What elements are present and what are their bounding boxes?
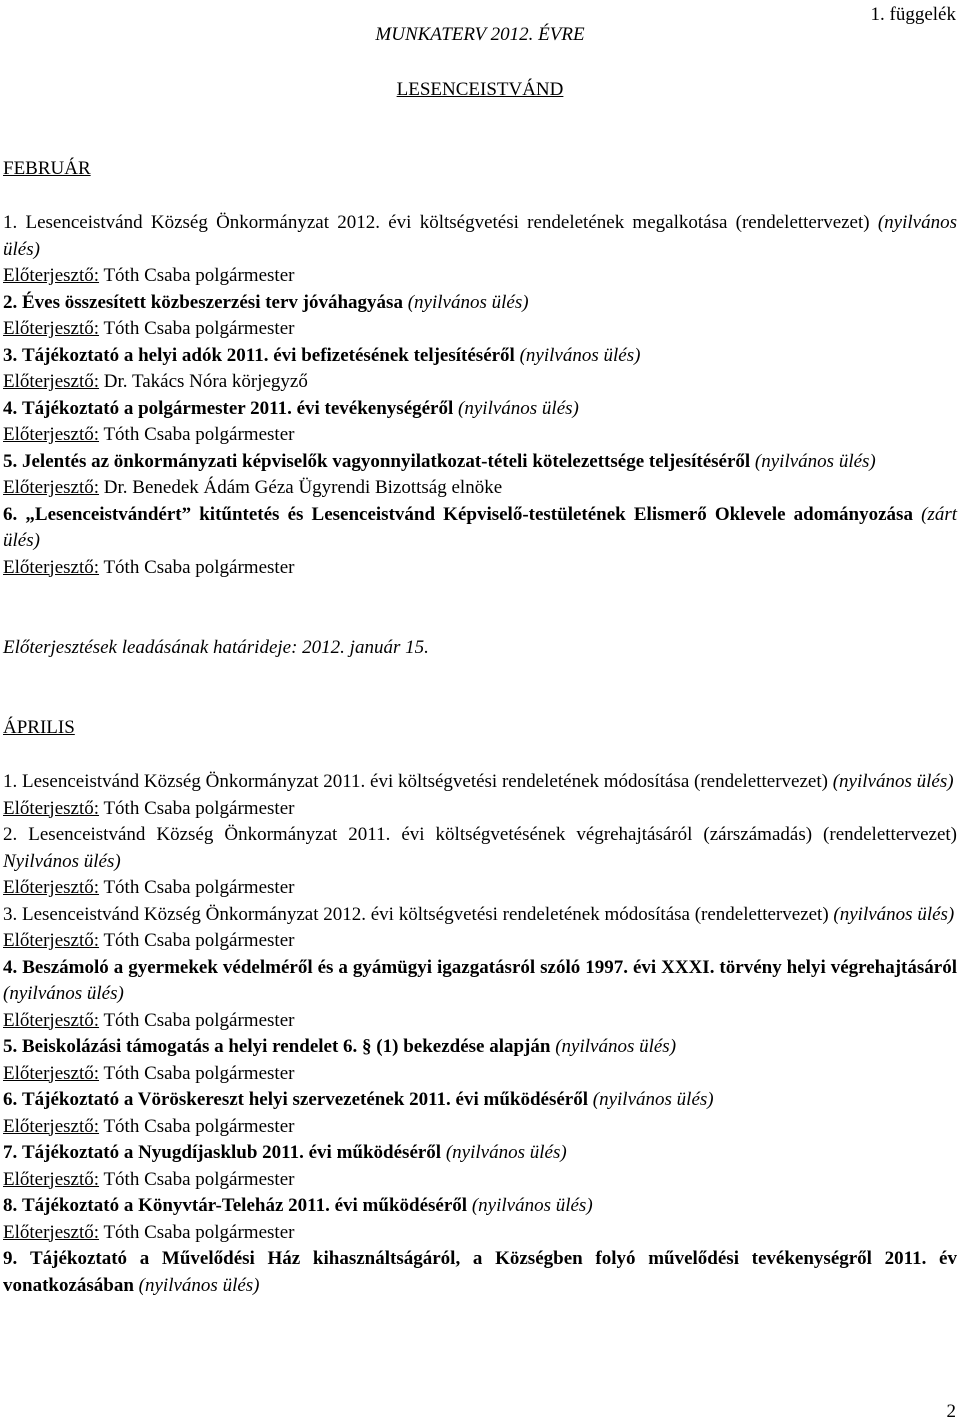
presenter-name: Tóth Csaba polgármester [103, 1062, 295, 1084]
presenter-line [3, 928, 957, 955]
agenda-item [3, 449, 957, 502]
presenter-label: Előterjesztő: [3, 930, 100, 951]
agenda-item-title: „Lesenceistvándért” kitűntetés és Lesenceistvánd Képviselő-testületének Elismerő Oklevele adományozása [25, 503, 913, 525]
agenda-item-number: 2. [3, 824, 18, 845]
presenter-label: Előterjesztő: [3, 797, 100, 819]
agenda-item-title-line [3, 1193, 957, 1220]
presenter-name: Dr. Takács Nóra körjegyző [103, 371, 308, 392]
presenter-label: Előterjesztő: [3, 1221, 100, 1243]
agenda-item [3, 769, 957, 822]
agenda-item-number: 1. [3, 771, 18, 792]
february-agenda [3, 210, 957, 581]
presenter-line [3, 316, 957, 343]
agenda-item-title: Tájékoztató a Művelődési Ház kihasználtságáról, a Községben folyó művelődési tevékenységről 2011. év vonatkozásában [3, 1248, 957, 1296]
presenter-label: Előterjesztő: [3, 477, 100, 498]
presenter-line [3, 422, 957, 449]
presenter-label: Előterjesztő: [3, 1168, 100, 1190]
presenter-label: Előterjesztő: [3, 424, 100, 445]
agenda-item-title: Tájékoztató a polgármester 2011. évi tevékenységéről [22, 397, 454, 419]
meeting-type: (nyilvános ülés) [458, 397, 579, 419]
municipality-name: LESENCEISTVÁND [396, 79, 564, 100]
agenda-item [3, 822, 957, 902]
page-number: 2 [946, 1401, 956, 1422]
agenda-item-title-line [3, 449, 957, 476]
agenda-item [3, 343, 957, 396]
agenda-item-number: 7. [3, 1142, 18, 1163]
meeting-type: (nyilvános ülés) [471, 1195, 593, 1216]
presenter-label: Előterjesztő: [3, 556, 100, 578]
meeting-type: (nyilvános ülés) [3, 212, 958, 260]
presenter-line [3, 475, 957, 502]
agenda-item-number: 1. [3, 212, 18, 233]
presenter-name: Tóth Csaba polgármester [103, 556, 295, 578]
agenda-item [3, 1087, 957, 1140]
agenda-item-number: 6. [3, 1089, 18, 1110]
presenter-name: Tóth Csaba polgármester [103, 1168, 295, 1190]
agenda-item-title-line [3, 769, 957, 796]
presenter-line [3, 1008, 957, 1035]
presenter-line [3, 1167, 957, 1194]
presenter-name: Tóth Csaba polgármester [103, 1115, 295, 1137]
agenda-item-title-line [3, 822, 957, 875]
presenter-label: Előterjesztő: [3, 1009, 100, 1031]
presenter-label: Előterjesztő: [3, 318, 100, 339]
meeting-type: (nyilvános ülés) [592, 1089, 714, 1110]
meeting-type: (nyilvános ülés) [407, 291, 529, 313]
agenda-item-title-line [3, 1087, 957, 1114]
presenter-label: Előterjesztő: [3, 877, 100, 898]
agenda-item-title: Tájékoztató a Könyvtár-Teleház 2011. évi működéséről [22, 1195, 468, 1216]
agenda-item-number: 5. [3, 450, 18, 472]
meeting-type: (nyilvános ülés) [555, 1036, 677, 1057]
agenda-item-title-line [3, 502, 957, 555]
agenda-item-title-line [3, 396, 957, 423]
meeting-type: (nyilvános ülés) [519, 344, 641, 366]
agenda-item-number: 2. [3, 291, 18, 313]
meeting-type: (nyilvános ülés) [833, 903, 955, 925]
agenda-item-title-line [3, 1034, 957, 1061]
agenda-item [3, 955, 957, 1035]
agenda-item [3, 1246, 957, 1299]
agenda-item-title: Beiskolázási támogatás a helyi rendelet 6. § (1) bekezdése alapján [22, 1036, 551, 1057]
presenter-line [3, 369, 957, 396]
agenda-item [3, 902, 957, 955]
section-heading-february: FEBRUÁR [3, 158, 91, 179]
agenda-item [3, 1034, 957, 1087]
presenter-name: Tóth Csaba polgármester [103, 930, 295, 951]
presenter-label: Előterjesztő: [3, 1062, 100, 1084]
agenda-item-title: Tájékoztató a helyi adók 2011. évi befizetésének teljesítéséről [22, 344, 515, 366]
presenter-name: Tóth Csaba polgármester [103, 797, 295, 819]
agenda-item-number: 6. [3, 503, 18, 525]
presenter-label: Előterjesztő: [3, 371, 100, 392]
agenda-item [3, 396, 957, 449]
meeting-type: (nyilvános ülés) [445, 1142, 567, 1163]
agenda-item-title: Tájékoztató a Nyugdíjasklub 2011. évi működéséről [22, 1142, 442, 1163]
meeting-type: (nyilvános ülés) [754, 450, 876, 472]
agenda-item [3, 290, 957, 343]
presenter-line [3, 555, 957, 582]
agenda-item-title: Jelentés az önkormányzati képviselők vagyonnyilatkozat-tételi kötelezettsége teljesítéséről [22, 450, 751, 472]
presenter-name: Tóth Csaba polgármester [103, 1221, 295, 1243]
agenda-item-title-line [3, 1246, 957, 1299]
meeting-type: Nyilvános ülés) [3, 850, 121, 872]
presenter-name: Tóth Csaba polgármester [103, 424, 295, 445]
agenda-item-number: 3. [3, 344, 18, 366]
agenda-item-title-line [3, 290, 957, 317]
submission-deadline: Előterjesztések leadásának határideje: 2012. január 15. [3, 637, 429, 658]
presenter-name: Tóth Csaba polgármester [103, 318, 295, 339]
presenter-name: Dr. Benedek Ádám Géza Ügyrendi Bizottság elnöke [103, 477, 503, 498]
agenda-item-number: 4. [3, 397, 18, 419]
meeting-type: (nyilvános ülés) [3, 983, 124, 1004]
agenda-item-title: Tájékoztató a Vöröskereszt helyi szervezetének 2011. évi működéséről [22, 1089, 589, 1110]
agenda-item-title: Beszámoló a gyermekek védelméről és a gyámügyi igazgatásról szóló 1997. évi XXXI. törvény helyi végrehajtásáról [22, 956, 957, 978]
presenter-name: Tóth Csaba polgármester [103, 265, 295, 286]
april-agenda [3, 769, 957, 1299]
meeting-type: (zárt ülés) [3, 503, 958, 551]
presenter-line [3, 1114, 957, 1141]
agenda-item-title: Lesenceistvánd Község Önkormányzat 2011. évi költségvetési rendeletének módosítása (rendelettervezet) [22, 771, 828, 792]
agenda-item-number: 5. [3, 1036, 18, 1057]
agenda-item-title-line [3, 1140, 957, 1167]
presenter-line [3, 1061, 957, 1088]
agenda-item [3, 1140, 957, 1193]
agenda-item-title: Éves összesített közbeszerzési terv jóváhagyása [22, 291, 403, 313]
presenter-name: Tóth Csaba polgármester [103, 877, 295, 898]
presenter-line [3, 796, 957, 823]
appendix-label: 1. függelék [870, 4, 956, 25]
agenda-item-number: 3. [3, 903, 18, 925]
agenda-item-number: 4. [3, 956, 18, 978]
presenter-line [3, 875, 957, 902]
presenter-label: Előterjesztő: [3, 1115, 100, 1137]
agenda-item-title: Lesenceistvánd Község Önkormányzat 2011. évi költségvetésének végrehajtásáról (zárszámadás) (rendelettervezet) [28, 824, 957, 845]
agenda-item-number: 8. [3, 1195, 18, 1216]
presenter-line [3, 1220, 957, 1247]
agenda-item [3, 210, 957, 290]
agenda-item-title-line [3, 210, 957, 263]
agenda-item-title-line [3, 955, 957, 1008]
agenda-item [3, 1193, 957, 1246]
agenda-item-title: Lesenceistvánd Község Önkormányzat 2012. évi költségvetési rendeletének megalkotása (rendelettervezet) [25, 212, 870, 233]
meeting-type: (nyilvános ülés) [832, 771, 954, 792]
agenda-item-title: Lesenceistvánd Község Önkormányzat 2012. évi költségvetési rendeletének módosítása (rendelettervezet) [22, 903, 829, 925]
presenter-name: Tóth Csaba polgármester [103, 1009, 295, 1031]
agenda-item [3, 502, 957, 582]
agenda-item-title-line [3, 902, 957, 929]
presenter-line [3, 263, 957, 290]
agenda-item-number: 9. [3, 1248, 18, 1269]
section-heading-april: ÁPRILIS [3, 717, 75, 738]
presenter-label: Előterjesztő: [3, 265, 100, 286]
meeting-type: (nyilvános ülés) [138, 1274, 260, 1296]
agenda-item-title-line [3, 343, 957, 370]
document-title: MUNKATERV 2012. ÉVRE [375, 24, 585, 45]
